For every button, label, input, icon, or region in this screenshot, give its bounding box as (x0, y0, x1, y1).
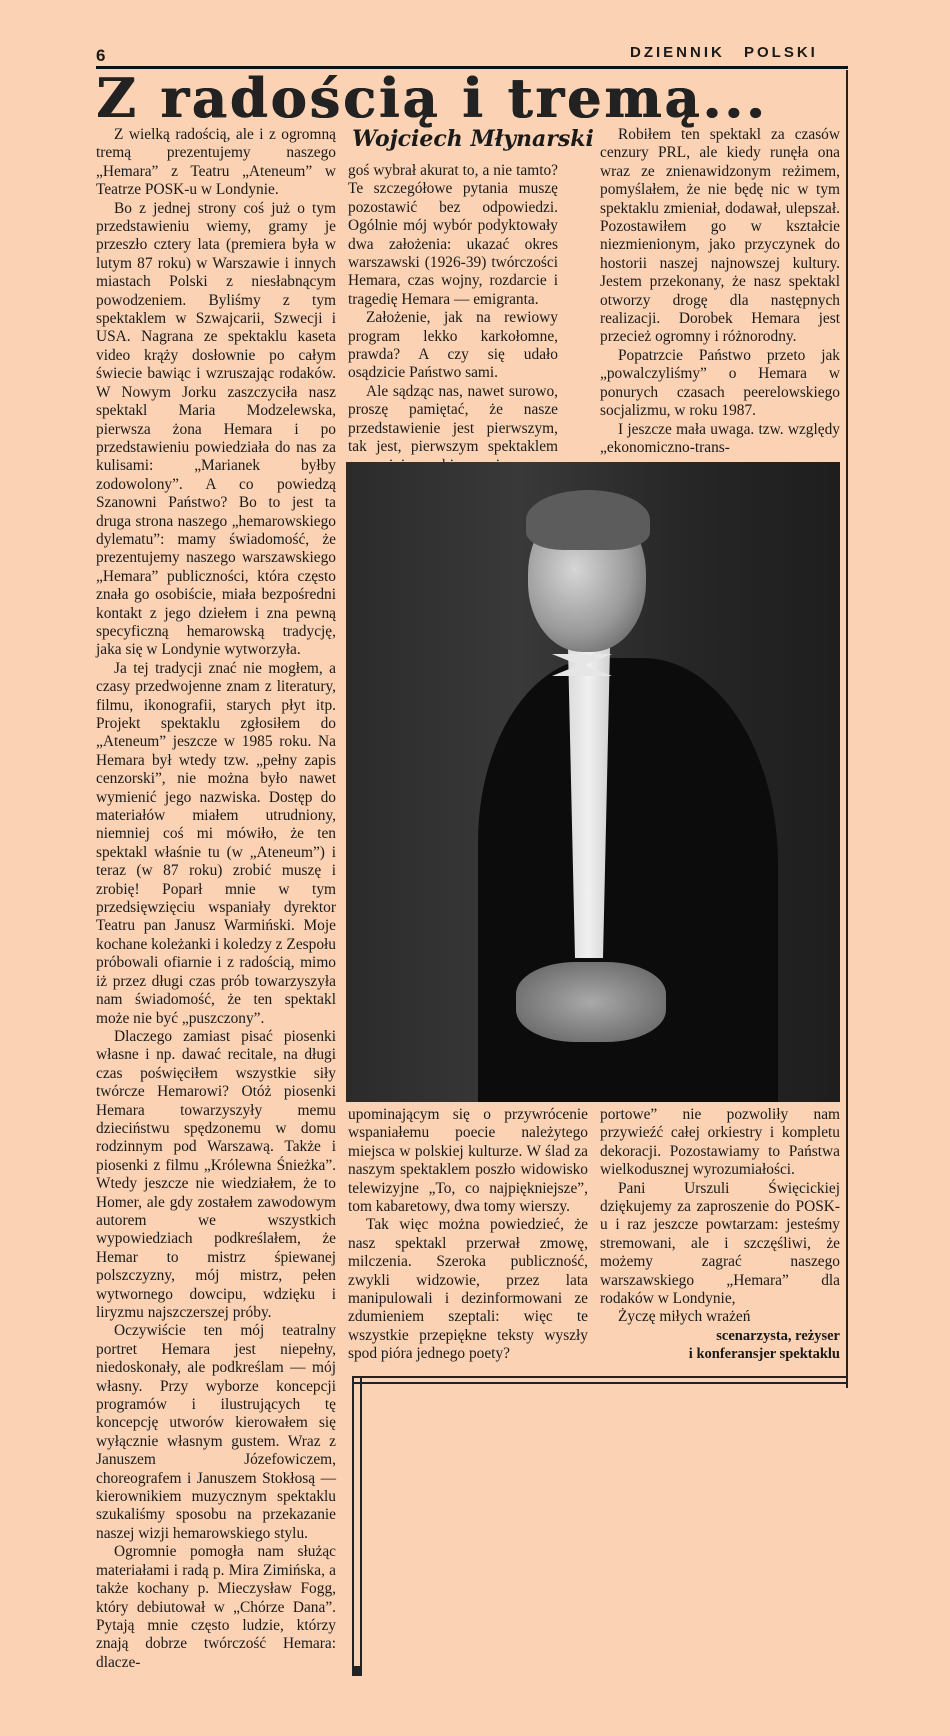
signature-line: i konferansjer spektaklu (688, 1345, 840, 1362)
right-column-rule (846, 70, 848, 1388)
signature (600, 1327, 840, 1363)
column-2-bottom (348, 1106, 588, 1364)
portrait-photo (346, 462, 840, 1102)
paragraph: Popatrzcie Państwo przeto jak „powalczyliśmy” o Hemara w ponurych czasach peerelowskiego socjalizmu, w roku 1987. (600, 346, 840, 420)
photo-hands (516, 962, 666, 1042)
paragraph: Robiłem ten spektakl za czasów cenzury PRL, ale kiedy runęła ona wraz ze znienawidzonym reżimem, pomyślałem, że nie będę nic w tym spektaklu zmieniał, dodawał, ulepszał. Pozostawiłem go w kształcie niezmienionym, jako przyczynek do hostorii naszej najnowszej kultury. Jestem przekonany, że nasz spektakl otworzy drogę dla następnych realizacji. Dorobek Hemara jest przecież ogromny i różnorodny. (600, 126, 840, 346)
paragraph: Założenie, jak na rewiowy program lekko karkołomne, prawda? A czy się udało osądzicie Państwo sami. (348, 309, 558, 382)
paragraph: I jeszcze mała uwaga. tzw. względy „ekonomiczno-trans- (600, 420, 840, 456)
column-2-top (348, 162, 558, 493)
paragraph: Ogromnie pomogła nam służąc materiałami i radą p. Mira Zimińska, a także kochany p. Mieczysław Fogg, który debiutował w „Chórze Dana”. Pytają mnie często ludzie, którzy znają dobrze twórczość Hemara: dlacze- (96, 1543, 336, 1671)
column-3-top (600, 126, 840, 457)
masthead: DZIENNIK POLSKI (630, 44, 818, 61)
photo-hair (526, 490, 650, 550)
signature-line: scenarzysta, reżyser (716, 1327, 840, 1344)
paragraph: Dlaczego zamiast pisać piosenki własne i np. dawać recitale, na długi czas poświęciłem wszystkie siły twórcze Hemarowi? Otóż piosenki Hemara towarzyszyły memu dzieciństwu spędzonemu w domu rodzinnym pod Warszawą. Także i piosenki z filmu „Królewna Śnieżka”. Wtedy jeszcze nie wiedziałem, że to Homer, ale gdy zostałem zawodowym autorem we wszystkich wypowiedziach podkreślałem, że Hemar to mistrz śpiewanej polszczyzny, mój mistrz, pełen wytwornego dowcipu, wdzięku i liryzmu najszczerszej próby. (96, 1027, 336, 1321)
paragraph: Życzę miłych wrażeń (618, 1308, 751, 1326)
paragraph: Ale sądząc nas, nawet surowo, proszę pamiętać, że nasze przedstawienie jest pierwszym, tak jest, pierwszym spektaklem (348, 382, 558, 456)
paragraph: Tak więc można powiedzieć, że nasz spektakl przerwał zmowę, milczenia. Szeroka publiczność, zwykli widzowie, przez lata manipulowali i dezinformowani ze zdumieniem szeptali: więc te wszystkie przepiękne teksty wyszły spod pióra jednego poety? (348, 1216, 588, 1363)
paragraph: Oczywiście ten mój teatralny portret Hemara jest niepełny, niedoskonały, ale podkreślam — mój własny. Przy wyborze koncepcji programów i ilustrujących tę koncepcję utworów kierowałem się wyłącznie własnym gustem. Wraz z Januszem Józefowiczem, choreografem i Januszem Stokłosą — kierownikiem muzycznym spektaklu szukaliśmy sposobu na przekazanie naszej wizji hemarowskiego stylu. (96, 1322, 336, 1542)
headline: Z radością i tremą... (96, 66, 768, 130)
page-number: 6 (96, 46, 106, 65)
frame-rule-vertical (352, 1376, 362, 1676)
paragraph: Ja tej tradycji znać nie mogłem, a czasy przedwojenne znam z literatury, filmu, ikonografii, starych płyt itp. Projekt spektaklu zgłosiłem do „Ateneum” jeszcze w 1985 roku. Na Hemara był wtedy tzw. „pełny zapis cenzorski”, nie można było nawet wymienić jego nazwiska. Dostęp do materiałów miałem utrudniony, niemniej coś mi mówiło, że ten spektakl właśnie tu (w „Ateneum”) i teraz (w 87 roku) zrobić muszę i zrobię! Poparł mnie w tym przedsięwzięciu wspaniały dyrektor Teatru pan Janusz Warmiński. Moje kochane koleżanki i koledzy z Zespołu próbowali ofiarnie i z radością, mimo iż przez długi czas prób towarzyszyła nam świadomość, że ten spektakl może nie być „puszczony”. (96, 659, 336, 1027)
paragraph: Bo z jednej strony coś już o tym przedstawieniu wiemy, gramy je przeszło cztery lata (premiera była w lutym 87 roku) w Warszawie i innych miastach Polski z niesłabnącym powodzeniem. Byliśmy z tym spektaklem w Szwajcarii, Szwecji i USA. Nagrana ze spektaklu kaseta video krąży dosłownie po całym świecie bawiąc i wzruszając rodaków. W Nowym Jorku zaszczyciła nasz spektakl Maria Modzelewska, pierwsza żona Hemara i po przedstawieniu powiedziała do nas za kulisami: „Marianek byłby zodowolony”. A co powiedzą Szanowni Państwo? Bo to jest ta druga strona naszego „hemarowskiego dylematu”: mamy świadomość, że prezentujemy naszego warszawskiego „Hemara” publiczności, która często znała go osobiście, miała bezpośredni kontakt z jego dziełem i zna pewną specyficzną hemarowską tradycję, jaka się w Londynie wytworzyła. (96, 199, 336, 659)
paragraph: upominającym się o przywrócenie wspaniałemu poecie należytego miejsca w polskiej kulturze. W ślad za naszym spektaklem poszło widowisko telewizyjne „To, co najpiękniejsze”, tom kabaretowy, dwa tomy wierszy. (348, 1106, 588, 1216)
paragraph: portowe” nie pozwoliły nam przywieźć całej orkiestry i kompletu dekoracji. Pozostawiamy to Państwa wielkodusznej wyrozumiałości. (600, 1106, 840, 1179)
author-byline: Wojciech Młynarski (352, 126, 594, 152)
frame-rule-cap (352, 1666, 362, 1676)
frame-rule-horizontal (352, 1376, 848, 1384)
paragraph: Z wielką radością, ale i z ogromną tremą prezentujemy naszego „Hemara” z Teatru „Ateneum” w Teatrze POSK-u w Londynie. (96, 126, 336, 199)
paragraph: Pani Urszuli Święcickiej dziękujemy za zaproszenie do POSK-u i raz jeszcze powtarzam: jesteśmy stremowani, ale i szczęśliwi, że możemy zagrać naszego warszawskiego „Hemara” dla rodaków w Londynie, (600, 1179, 840, 1308)
column-3-bottom (600, 1106, 840, 1363)
paragraph: goś wybrał akurat to, a nie tamto? Te szczegółowe pytania muszę pozostawić bez odpowiedzi. Ogólnie mój wybór podyktowały dwa założenia: ukazać okres warszawski (1926-39) twórczości Hemara, czas wojny, rozdarcie i tragedię Hemara — emigranta. (348, 162, 558, 308)
column-1 (96, 126, 336, 1672)
